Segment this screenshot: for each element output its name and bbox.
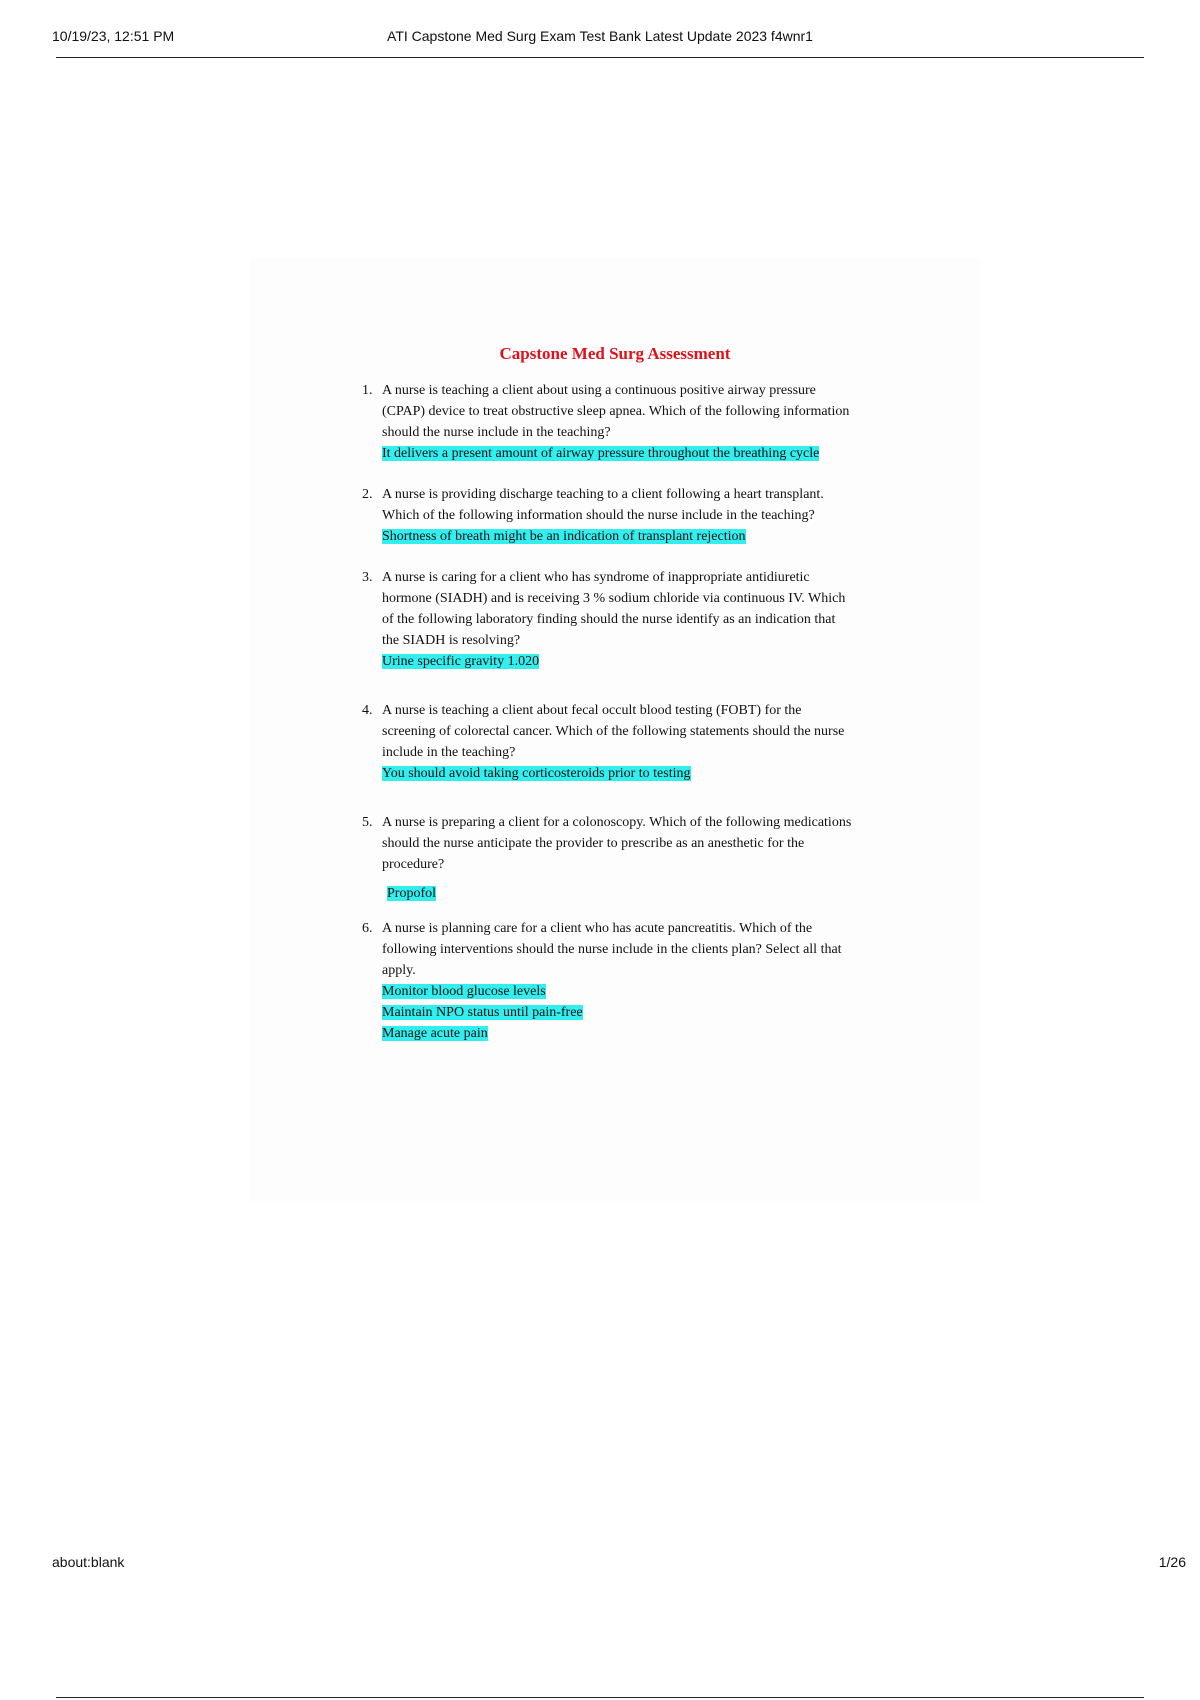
answer-highlight: Urine specific gravity 1.020 — [382, 654, 540, 669]
question-item — [362, 700, 852, 784]
header-divider — [56, 57, 1144, 58]
question-item — [362, 812, 852, 904]
question-number: 3. — [362, 570, 373, 585]
answer-highlight: Shortness of breath might be an indication of transplant rejection — [382, 529, 746, 544]
answer-highlight: It delivers a present amount of airway pressure throughout the breathing cycle — [382, 446, 820, 461]
document-title: Capstone Med Surg Assessment — [499, 344, 731, 363]
question-number: 5. — [362, 815, 373, 830]
question-text: A nurse is providing discharge teaching to a client following a heart transplant. Which of the following information should the nurse include in the teaching? — [382, 487, 824, 523]
question-text: A nurse is caring for a client who has syndrome of inappropriate antidiuretic hormone (SIADH) and is receiving 3 % sodium chloride via continuous IV. Which of the following laboratory finding should the nurse identify as an indication that the SIADH is resolving? — [382, 570, 846, 648]
answer-highlight: Propofol — [387, 886, 436, 901]
print-header-date: 10/19/23, 12:51 PM — [52, 28, 175, 44]
question-item — [362, 567, 852, 672]
question-item — [362, 918, 852, 1044]
answer-highlight: You should avoid taking corticosteroids prior to testing — [382, 766, 691, 781]
question-number: 1. — [362, 383, 373, 398]
question-list — [362, 380, 852, 1044]
question-number: 6. — [362, 921, 373, 936]
footer-divider — [56, 1697, 1144, 1698]
answer-highlight: Maintain NPO status until pain-free — [382, 1005, 583, 1020]
document-page — [250, 258, 980, 1202]
question-number: 4. — [362, 703, 373, 718]
question-text: A nurse is teaching a client about fecal occult blood testing (FOBT) for the screening of colorectal cancer. Which of the following statements should the nurse include in the teaching? — [382, 703, 845, 760]
question-item — [362, 484, 852, 547]
print-header-title: ATI Capstone Med Surg Exam Test Bank Latest Update 2023 f4wnr1 — [387, 28, 813, 44]
answer-highlight: Manage acute pain — [382, 1026, 488, 1041]
print-footer-url: about:blank — [52, 1554, 125, 1570]
question-text: A nurse is planning care for a client who has acute pancreatitis. Which of the following interventions should the nurse include in the clients plan? Select all that apply. — [382, 921, 842, 978]
question-text: A nurse is teaching a client about using a continuous positive airway pressure (CPAP) device to treat obstructive sleep apnea. Which of the following information should the nurse include in the teaching? — [382, 383, 850, 440]
question-number: 2. — [362, 487, 373, 502]
answer-highlight: Monitor blood glucose levels — [382, 984, 546, 999]
question-text: A nurse is preparing a client for a colonoscopy. Which of the following medications should the nurse anticipate the provider to prescribe as an anesthetic for the procedure? — [382, 815, 852, 872]
print-footer-page-number: 1/26 — [1158, 1554, 1186, 1570]
question-item — [362, 380, 852, 464]
